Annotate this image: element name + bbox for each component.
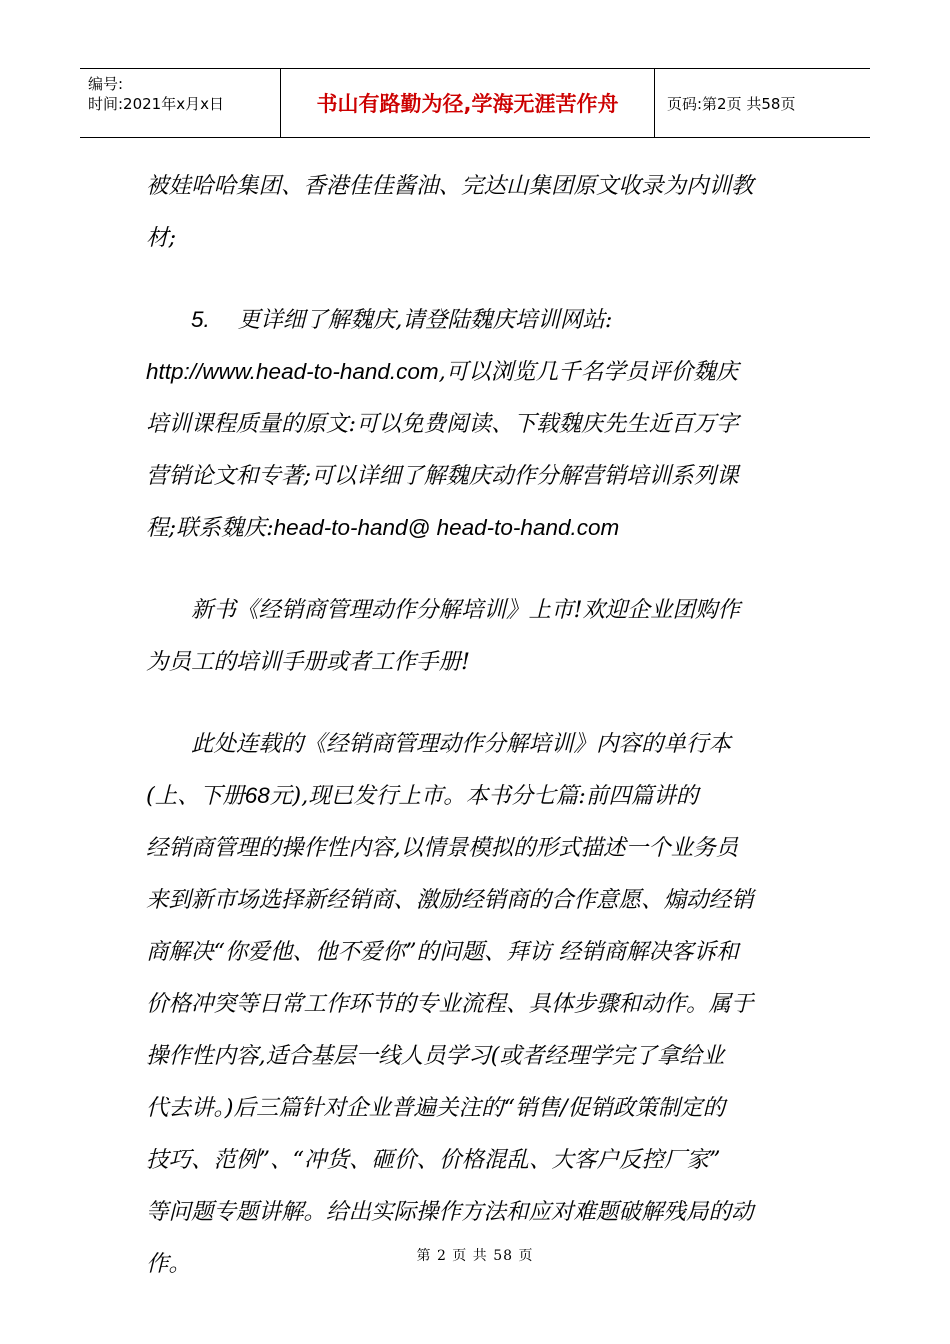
paragraph-4 xyxy=(146,718,806,1290)
text-line: 营销论文和专著;可以详细了解魏庆动作分解营销培训系列课 xyxy=(146,463,739,489)
text-line: 经销商管理的操作性内容,以情景模拟的形式描述一个业务员 xyxy=(146,835,739,861)
text-line: 此处连载的《经销商管理动作分解培训》内容的单行本 xyxy=(191,731,732,757)
text-line: 程;联系魏庆: xyxy=(146,515,274,541)
text-line: 商解决“你爱他、他不爱你”的问题、拜访 经销商解决客诉和 xyxy=(146,939,739,965)
header-motto: 书山有路勤为径,学海无涯苦作舟 xyxy=(281,69,655,137)
document-time-label: 时间:2021年x月x日 xyxy=(88,95,224,113)
text-line: 代去讲。)后三篇针对企业普遍关注的“销售/促销政策制定的 xyxy=(146,1095,726,1121)
page-footer: 第 2 页 共 58 页 xyxy=(416,1248,534,1264)
document-header xyxy=(80,68,870,138)
text-line: 培训课程质量的原文:可以免费阅读、下载魏庆先生近百万字 xyxy=(146,411,739,437)
text-line: 更详细了解魏庆,请登陆魏庆培训网站: xyxy=(237,307,613,333)
list-number: 5. xyxy=(191,307,210,332)
text-line: 新书《经销商管理动作分解培训》上市!欢迎企业团购作 xyxy=(191,597,741,623)
text-line: 为员工的培训手册或者工作手册! xyxy=(146,649,471,675)
text-line: 操作性内容,适合基层一线人员学习(或者经理学完了拿给业 xyxy=(146,1043,725,1069)
text-line: 技巧、范例”、“冲货、砸价、价格混乱、大客户反控厂家” xyxy=(146,1147,721,1173)
header-page-label: 页码:第2页 共58页 xyxy=(667,94,796,113)
text-line: (上、下册 xyxy=(146,783,245,809)
text-line: 被娃哈哈集团、香港佳佳酱油、完达山集团原文收录为内训教 xyxy=(146,173,754,199)
header-meta-cell xyxy=(80,69,281,137)
email-link[interactable]: head-to-hand@ head-to-hand.com xyxy=(273,515,620,540)
price-number: 68 xyxy=(244,783,270,808)
text-line: 来到新市场选择新经销商、激励经销商的合作意愿、煽动经销 xyxy=(146,887,754,913)
text-line: ,可以浏览几千名学员评价魏庆 xyxy=(438,359,739,385)
text-line: 作。 xyxy=(146,1251,192,1277)
document-number-label: 编号: xyxy=(88,75,124,93)
text-line: 材; xyxy=(146,225,177,251)
paragraph-1 xyxy=(146,160,806,264)
document-body xyxy=(146,160,806,1290)
text-line: 等问题专题讲解。给出实际操作方法和应对难题破解残局的动 xyxy=(146,1199,754,1225)
text-line: 元),现已发行上市。本书分七篇:前四篇讲的 xyxy=(269,783,699,809)
text-line: 价格冲突等日常工作环节的专业流程、具体步骤和动作。属于 xyxy=(146,991,754,1017)
paragraph-2 xyxy=(146,294,806,554)
website-link[interactable]: http://www.head-to-hand.com xyxy=(146,359,439,384)
paragraph-3 xyxy=(146,584,806,688)
